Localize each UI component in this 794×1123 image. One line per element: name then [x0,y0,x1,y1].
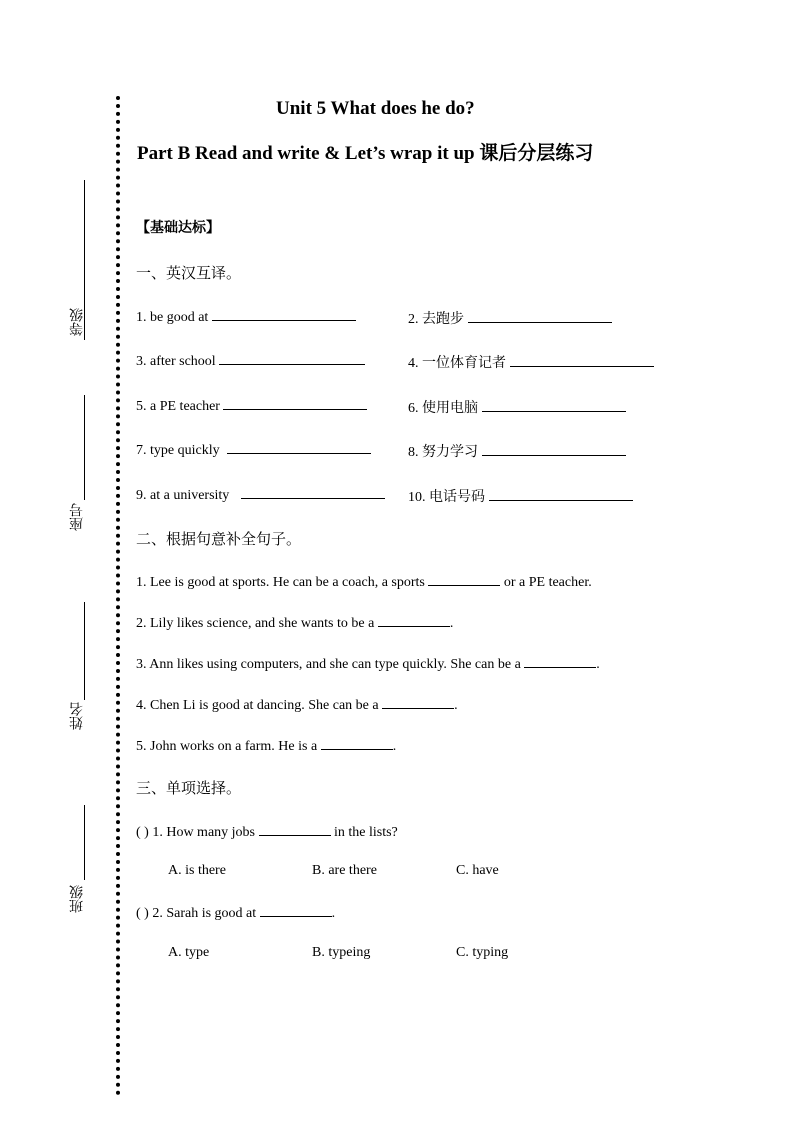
option-a[interactable]: A. is there [168,863,226,878]
stem-text: . [331,906,336,921]
stem-text: 1. How many jobs [152,825,259,840]
sentence-text: or a PE teacher. [500,575,592,590]
margin-field-grade [60,180,100,340]
sentence-text: . [596,657,600,672]
seat-line [84,395,85,500]
translation-item [136,308,356,326]
item-text: 5. a PE teacher [136,399,220,414]
stem-text: 2. Sarah is good at [152,906,260,921]
section3-heading: 三、单项选择。 [136,779,242,797]
translation-item [136,441,371,459]
answer-blank[interactable] [489,488,633,501]
sentence-item [136,573,592,591]
translation-item [136,486,385,504]
sentence-item [136,737,396,755]
sentence-text: 1. Lee is good at sports. He can be a coach, a sports [136,575,429,590]
option-c[interactable]: C. typing [456,945,509,960]
section1-heading: 一、英汉互译。 [136,264,242,282]
sentence-item [136,696,458,714]
margin-field-seat [60,395,100,535]
option-b[interactable]: B. typeing [312,945,371,960]
translation-item [408,486,633,506]
item-text: 7. type quickly [136,443,220,458]
name-line [84,602,85,700]
answer-blank[interactable] [223,397,367,410]
option-a[interactable]: A. type [168,945,210,960]
sentence-item [136,655,600,673]
answer-blank[interactable] [227,441,371,454]
seat-label: 座号 [69,503,85,531]
grade-label: 等级 [69,308,85,336]
answer-blank[interactable] [378,614,450,627]
item-text: 10. 电话号码 [408,490,485,505]
item-text: 8. 努力学习 [408,445,478,460]
level-tag: 【基础达标】 [136,220,220,236]
translation-item [136,397,367,415]
translation-item [408,308,612,328]
answer-blank[interactable] [212,308,356,321]
sentence-text: 3. Ann likes using computers, and she can type quickly. She can be a [136,657,525,672]
sentence-text: . [392,739,397,754]
answer-blank[interactable] [259,823,331,836]
option-c[interactable]: C. have [456,863,499,878]
section2-heading: 二、根据句意补全句子。 [136,530,302,548]
answer-blank[interactable] [482,399,626,412]
margin-field-name [60,602,100,732]
answer-blank[interactable] [260,904,332,917]
answer-blank[interactable] [382,696,454,709]
translation-item [408,352,654,372]
translation-item [136,352,365,370]
item-text: 9. at a university [136,488,230,503]
item-text: 3. after school [136,354,216,369]
answer-blank[interactable] [428,573,500,586]
answer-blank[interactable] [321,737,393,750]
stem-text: in the lists? [330,825,398,840]
answer-paren[interactable]: ( ) [136,825,149,840]
sentence-text: 4. Chen Li is good at dancing. She can be a [136,698,383,713]
binding-dotted-line [116,96,120,1096]
option-b[interactable]: B. are there [312,863,377,878]
sentence-text: 2. Lily likes science, and she wants to be a [136,616,378,631]
question-stem [136,904,335,922]
margin-field-class [60,805,100,925]
translation-item [408,397,626,417]
answer-paren[interactable]: ( ) [136,906,149,921]
answer-blank[interactable] [241,486,385,499]
answer-blank[interactable] [219,352,365,365]
translation-item [408,441,626,461]
answer-blank[interactable] [524,655,596,668]
sentence-item [136,614,453,632]
item-text: 6. 使用电脑 [408,401,478,416]
sentence-text: . [449,616,454,631]
item-text: 2. 去跑步 [408,312,464,327]
item-text: 1. be good at [136,310,209,325]
sentence-text: 5. John works on a farm. He is a [136,739,321,754]
class-line [84,805,85,880]
item-text: 4. 一位体育记者 [408,356,506,371]
answer-blank[interactable] [468,310,612,323]
question-stem [136,823,398,841]
name-label: 姓名 [69,702,85,730]
answer-blank[interactable] [510,354,654,367]
sentence-text: . [454,698,458,713]
page-title: Unit 5 What does he do? [276,98,475,119]
answer-blank[interactable] [482,443,626,456]
class-label: 班级 [69,885,85,913]
page-subtitle: Part B Read and write & Let’s wrap it up 课后分层练习 [137,143,594,164]
